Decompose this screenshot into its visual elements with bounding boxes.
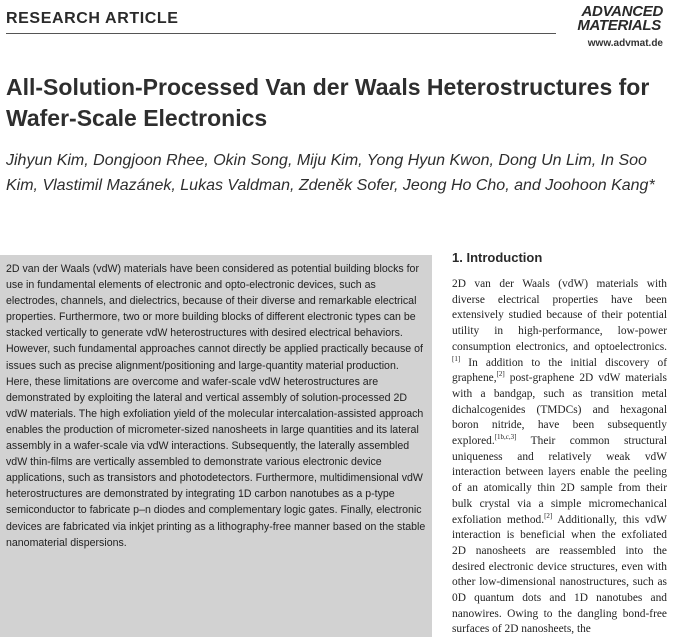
intro-text-part: Their common structural uniqueness and relatively weak vdW interaction between layers enable the peeling of an atomically thin 2D sample from their bulk crystal via a simple micromechanical exfoliation method. [452, 435, 667, 526]
journal-url[interactable]: www.advmat.de [587, 38, 663, 49]
journal-logo-line1: ADVANCED [581, 3, 663, 20]
introduction-heading: 1. Introduction [452, 250, 543, 265]
intro-text-part: 2D van der Waals (vdW) materials with diverse electrical properties have been extensively studied because of their potential utility in high-performance, low-power consumption electronics, and optoelectronics. [452, 278, 667, 353]
citation-ref[interactable]: [1] [452, 354, 461, 363]
introduction-text [452, 277, 667, 638]
intro-text-part: In addition to the initial discovery of graphene, [452, 356, 667, 385]
citation-ref[interactable]: [2] [544, 511, 553, 520]
intro-text-part: post-graphene 2D vdW materials with a bandgap, such as transition metal dichalcogenides (TMDCs) and hexagonal boron nitride, have been subsequently explored. [452, 372, 667, 448]
article-title: All-Solution-Processed Van der Waals Heterostructures for Wafer-Scale Electronics [6, 74, 650, 131]
header-divider [6, 33, 556, 34]
article-type-label: RESEARCH ARTICLE [6, 10, 179, 27]
citation-ref[interactable]: [1b,c,3] [494, 433, 517, 442]
citation-ref[interactable]: [2] [496, 370, 505, 379]
intro-text-part: Additionally, this vdW interaction is beneficial when the exfoliated 2D nanosheets are reassembled into the desired electronic device structures, even with other low-dimensional nanostructures, such as 0D quantum dots and 1D nanotubes and nanowires. Owing to the dangling bond-free surfaces of 2D nanosheets, the [452, 513, 667, 636]
abstract-text: 2D van der Waals (vdW) materials have been considered as potential building blocks for use in fundamental elements of electronic and opto-electronic devices, such as electrodes, channels, and dielectrics, because of their diverse and remarkable electrical properties. Furthermore, two or more building blocks of different electronic types can be stacked vertically to generate vdW heterostructures with desired electrical behaviors. However, such fundamental approaches cannot directly be applied practically because of issues such as precise alignment/positioning and large-quantity material production. Here, these limitations are overcome and wafer-scale vdW heterostructures are demonstrated by exploiting the lateral and vertical assembly of solution-processed 2D vdW materials. The high exfoliation yield of the molecular intercalation-assisted approach enables the production of micrometer-sized nanosheets in large quantities and its lateral assembly in a wafer-scale via vdW interactions. Subsequently, the laterally assembled vdW thin-films are vertically assembled to demonstrate various electronic device applications, such as transistors and photodetectors. Furthermore, multidimensional vdW heterostructures are demonstrated by integrating 1D carbon nanotubes as a p-type semiconductor to fabricate p–n diodes and complementary logic gates. Finally, electronic devices are fabricated via inkjet printing as a lithography-free manner based on the stable nanomaterial dispersions. [6, 263, 426, 549]
journal-header [0, 0, 673, 52]
journal-logo-line2: MATERIALS [577, 17, 661, 34]
author-list: Jihyun Kim, Dongjoon Rhee, Okin Song, Miju Kim, Yong Hyun Kwon, Dong Un Lim, In Soo Kim, Vlastimil Mazánek, Lukas Valdman, Zdeněk Sofer, Jeong Ho Cho, and Joohoon Kang* [6, 152, 655, 194]
journal-logo [577, 5, 663, 33]
